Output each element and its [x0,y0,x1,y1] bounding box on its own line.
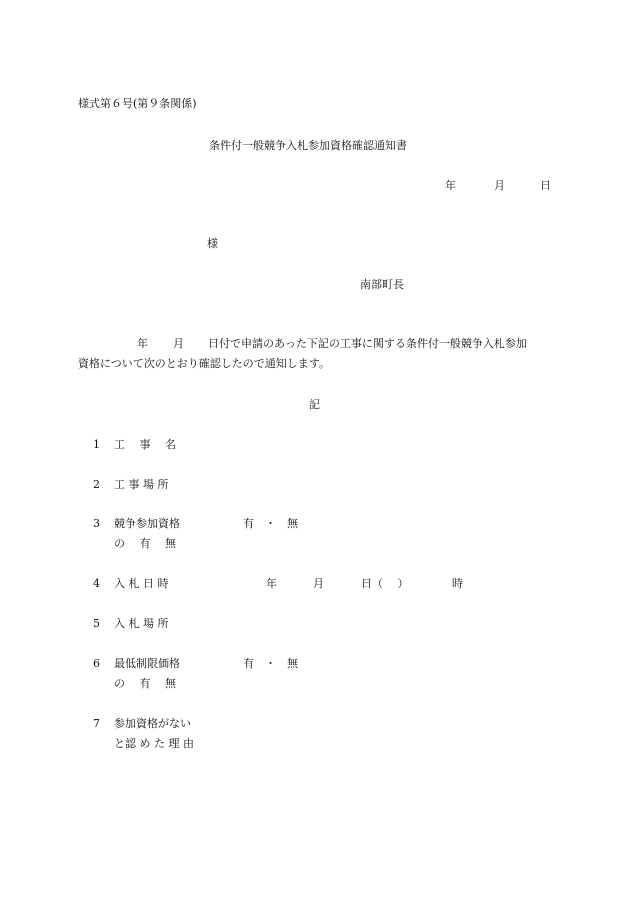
item-6 [0,657,630,693]
item-year: 年 [266,577,277,590]
item-1 [0,438,630,452]
item-label: 工 事 名 [114,438,176,451]
item-label-line-1: 最低制限価格 [114,657,180,670]
item-number: 1 [93,438,100,451]
item-month: 月 [313,577,324,590]
item-5 [0,617,630,631]
body-year: 年 [137,337,148,350]
item-label-line-2: と認 め た 理 由 [114,737,194,750]
addressee-suffix: 様 [207,237,218,250]
item-2 [0,478,630,492]
item-3 [0,517,630,553]
item-hour: 時 [452,577,463,590]
item-number: 6 [93,657,100,670]
body-month: 月 [173,337,184,350]
form-id: 様式第６号(第９条関係) [78,97,197,110]
ki-heading: 記 [309,398,320,411]
body-line-2: 資格について次のとおり確認したので通知します。 [78,357,330,370]
item-number: 2 [93,478,100,491]
item-label: 工 事 場 所 [114,478,169,491]
item-day: 日（ ） [361,577,409,590]
date-day: 日 [540,179,551,192]
date-month: 月 [494,179,505,192]
item-label-line-2: の 有 無 [114,677,176,690]
item-label: 入 札 日 時 [114,577,169,590]
item-number: 4 [93,577,100,590]
item-label: 入 札 場 所 [114,617,169,630]
item-number: 5 [93,617,100,630]
item-number: 7 [93,717,100,730]
item-label-line-1: 競争参加資格 [114,517,180,530]
date-year: 年 [445,179,456,192]
item-label-line-2: の 有 無 [114,537,176,550]
document-title: 条件付一般競争入札参加資格確認通知書 [209,139,407,152]
item-value: 有 ・ 無 [243,517,298,530]
item-label-line-1: 参加資格がない [114,717,191,730]
item-number: 3 [93,517,100,530]
item-4 [0,577,630,591]
item-value: 有 ・ 無 [243,657,298,670]
item-7 [0,717,630,753]
issuer: 南部町長 [360,278,404,291]
body-text-1: 日付で申請のあった下記の工事に関する条件付一般競争入札参加 [208,337,527,350]
